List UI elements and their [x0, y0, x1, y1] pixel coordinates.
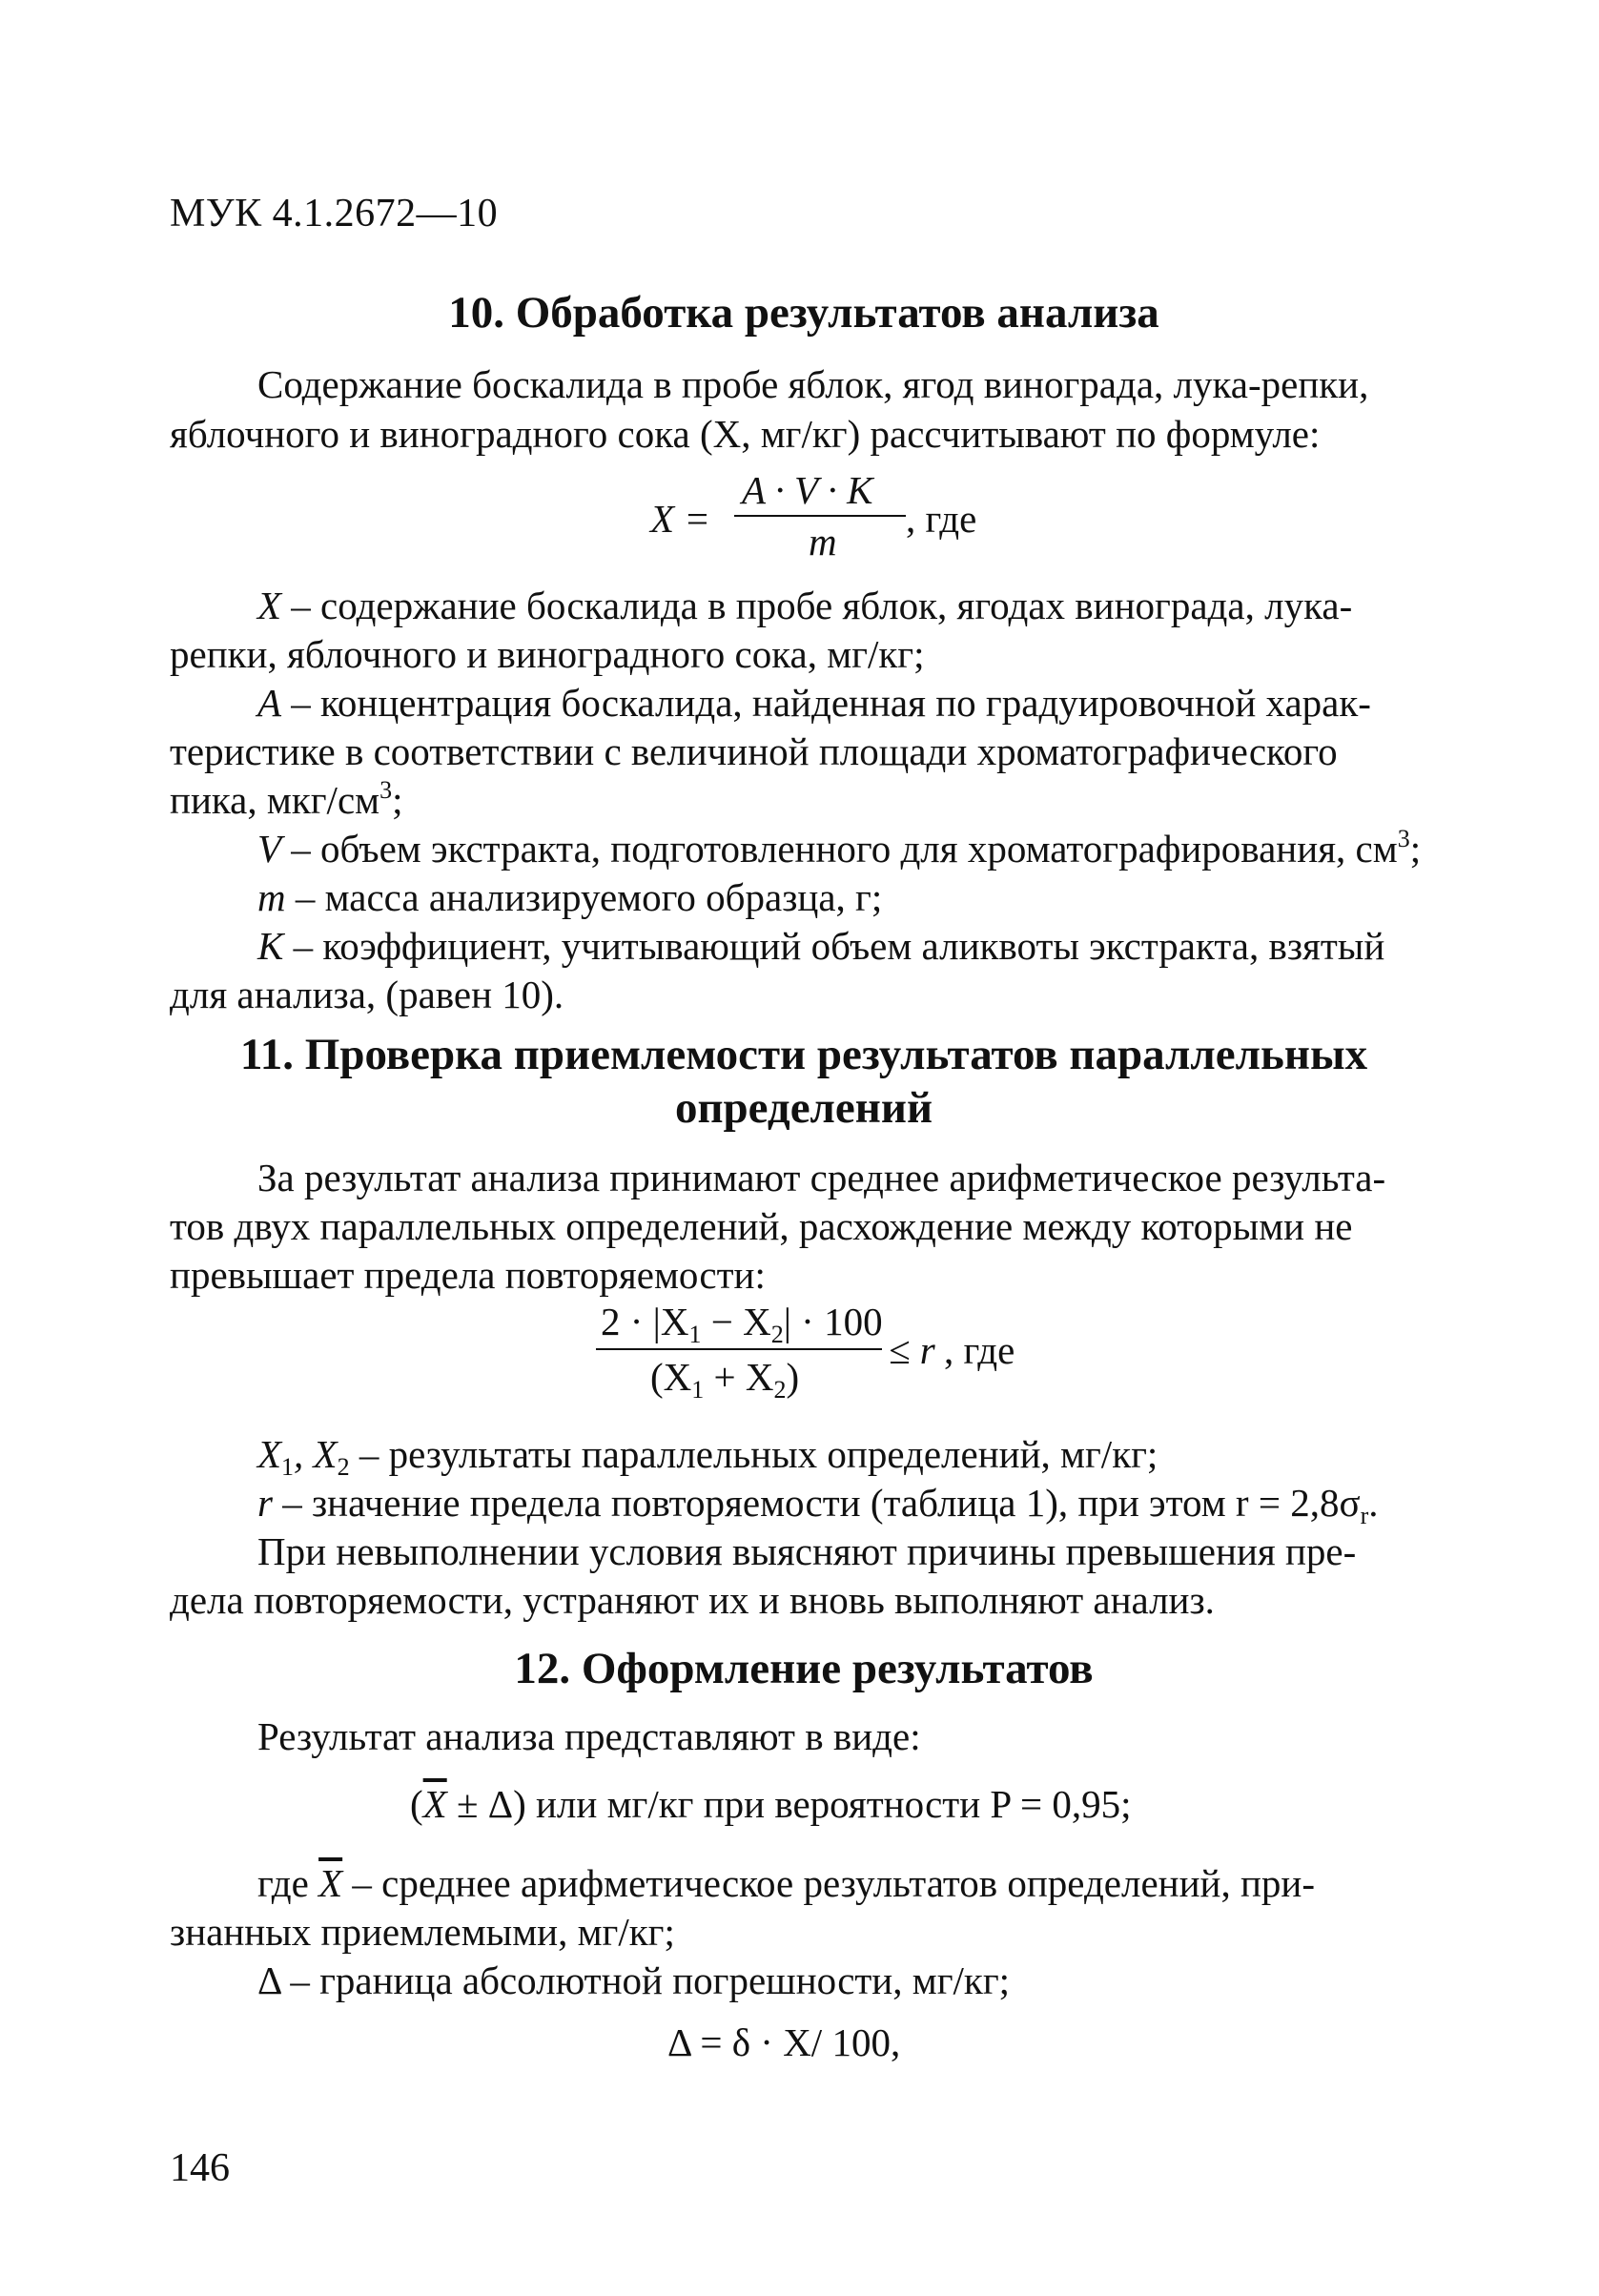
formula-denominator: m — [809, 520, 837, 564]
den-part: ) — [786, 1355, 800, 1399]
def-a-cont2 — [170, 776, 1440, 825]
def-symbol: m — [257, 875, 286, 919]
section-11-note-1: При невыполнении условия выясняют причины превышения пре- — [257, 1529, 1357, 1573]
subscript: 2 — [337, 1453, 350, 1481]
section-11-note-2: дела повторяемости, устраняют их и вновь выполняют анализ. — [170, 1578, 1215, 1622]
section-12-intro: Результат анализа представляют в виде: — [257, 1714, 921, 1758]
subscript: 2 — [770, 1321, 784, 1348]
section-11-title-line-1: 11. Проверка приемлемости результатов параллельных — [239, 1030, 1368, 1079]
def-x-cont: репки, яблочного и виноградного сока, мг/кг; — [170, 632, 925, 676]
def-a — [170, 679, 1440, 728]
document-code: МУК 4.1.2672—10 — [170, 192, 499, 236]
def-k-cont: для анализа, (равен 10). — [170, 973, 564, 1016]
delta-formula: Δ = δ · X/ 100, — [667, 2020, 901, 2064]
mean-symbol: $\overline{X}$ — [422, 1782, 447, 1826]
def-symbol: X — [257, 584, 282, 627]
formula-numerator — [601, 1299, 883, 1348]
def-k — [170, 922, 1440, 971]
paren: ( — [410, 1782, 423, 1826]
superscript: 3 — [1397, 825, 1410, 852]
subscript: 2 — [773, 1376, 787, 1404]
mean-symbol: $\overline{X}$ — [318, 1861, 343, 1905]
def-text: – объем экстракта, подготовленного для хроматографирования, см — [281, 827, 1398, 871]
formula-suffix: , где — [944, 1328, 1015, 1372]
subscript: r — [1360, 1502, 1369, 1529]
def-text: – масса анализируемого образца, г; — [285, 875, 883, 919]
where-word: где — [257, 1861, 319, 1905]
def-r — [170, 1479, 1440, 1527]
formula-denominator — [650, 1354, 800, 1404]
where-mean — [170, 1859, 1440, 1908]
fraction-bar — [734, 515, 906, 517]
where-mean-cont: знанных приемлемыми, мг/кг; — [170, 1910, 675, 1954]
def-symbol: K — [257, 924, 284, 968]
section-11-intro-3: превышает предела повторяемости: — [170, 1253, 766, 1297]
intro-line-2: яблочного и виноградного сока (X, мг/кг) рассчитывают по формуле: — [170, 412, 1321, 456]
formula-suffix: , где — [906, 497, 977, 541]
def-text: – содержание боскалида в пробе яблок, ягодах винограда, лука- — [281, 584, 1353, 627]
formula-text: ± Δ) или мг/кг при вероятности P = 0,95; — [446, 1782, 1132, 1826]
section-10-intro-cont — [170, 410, 1440, 459]
superscript: 3 — [379, 776, 393, 804]
def-symbol: r — [257, 1481, 273, 1525]
def-symbol: , X — [294, 1432, 338, 1476]
section-11-intro-2: тов двух параллельных определений, расхождение между которыми не — [170, 1204, 1353, 1248]
where-text: – среднее арифметическое результатов определений, при- — [342, 1861, 1316, 1905]
den-part: + X — [704, 1355, 774, 1399]
def-symbol: X — [257, 1432, 282, 1476]
punct: ; — [392, 778, 403, 822]
result-formula — [410, 1781, 1459, 1838]
subscript: 1 — [281, 1453, 295, 1481]
def-text: – результаты параллельных определений, мг/кг; — [349, 1432, 1158, 1476]
section-10-title: 10. Обработка результатов анализа — [448, 288, 1159, 338]
formula-x — [0, 467, 1599, 572]
def-a-unit: пика, мкг/см — [170, 778, 380, 822]
num-part: | · 100 — [783, 1300, 883, 1343]
punct: . — [1368, 1481, 1379, 1525]
section-12-title: 12. Оформление результатов — [514, 1644, 1094, 1693]
def-v — [170, 825, 1440, 873]
punct: ; — [1409, 827, 1422, 871]
def-x — [170, 582, 1440, 630]
delta-definition: Δ – граница абсолютной погрешности, мг/кг; — [257, 1958, 1011, 2002]
subscript: 1 — [691, 1376, 705, 1404]
def-text: – значение предела повторяемости (таблица 1), при этом r = 2,8σ — [272, 1481, 1361, 1525]
num-part: 2 · |X — [601, 1300, 689, 1343]
formula-lhs: X = — [650, 497, 710, 541]
section-11-intro-1: За результат анализа принимают среднее арифметическое результа- — [257, 1156, 1386, 1199]
num-part: − X — [701, 1300, 771, 1343]
intro-line-1: Содержание боскалида в пробе яблок, ягод винограда, лука-репки, — [257, 362, 1369, 406]
def-x1-x2 — [170, 1430, 1440, 1479]
def-text: – концентрация боскалида, найденная по градуировочной харак- — [281, 681, 1371, 725]
formula-numerator: A · V · K — [742, 468, 873, 512]
den-part: (X — [650, 1355, 692, 1399]
def-symbol: A — [257, 681, 282, 725]
def-text: – коэффициент, учитывающий объем аликвоты экстракта, взятый — [283, 924, 1385, 968]
fraction-bar — [596, 1348, 882, 1350]
section-10-intro — [170, 360, 1440, 409]
page-number: 146 — [170, 2146, 230, 2190]
formula-repeatability — [0, 1299, 1599, 1423]
section-11-title-line-2: определений — [674, 1083, 933, 1133]
def-a-cont: теристике в соответствии с величиной площади хроматографического — [170, 729, 1338, 773]
def-m — [170, 873, 1440, 922]
def-symbol: V — [257, 827, 282, 871]
subscript: 1 — [688, 1321, 702, 1348]
formula-rhs: ≤ r — [889, 1328, 935, 1372]
